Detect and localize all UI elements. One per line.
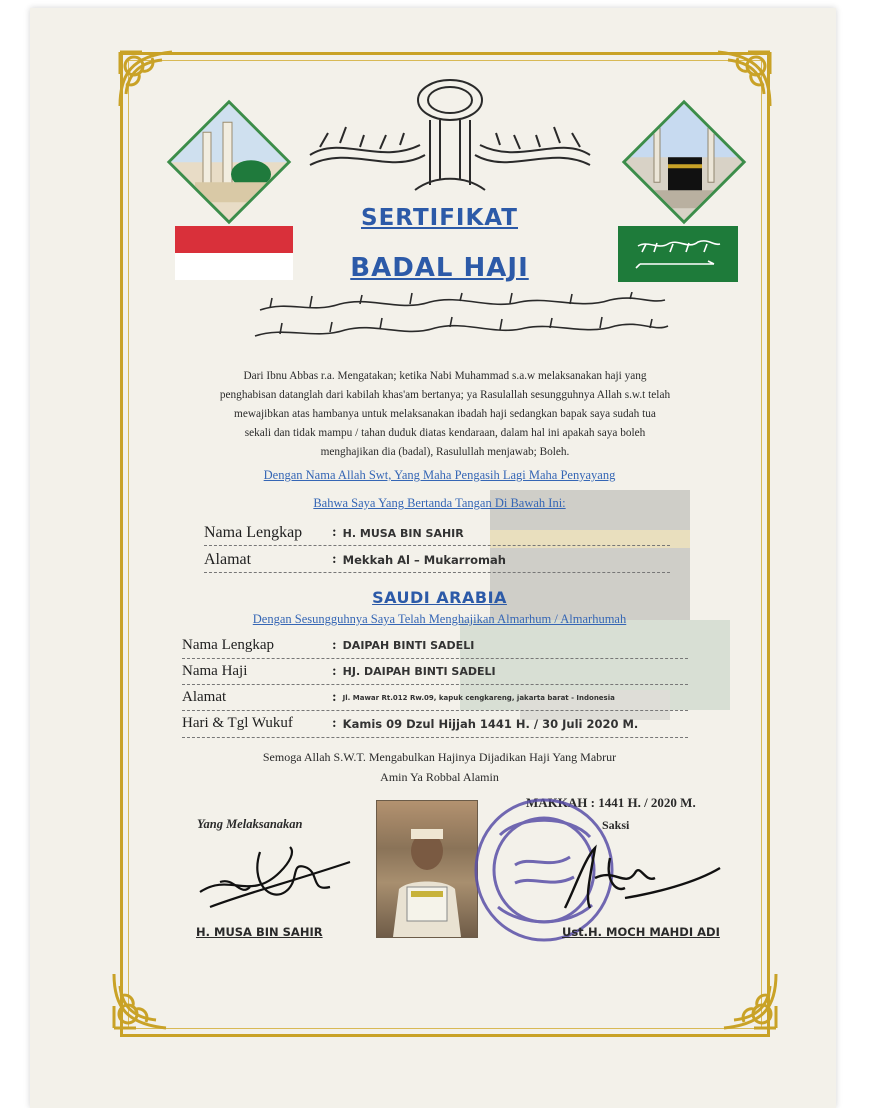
arabic-calligraphy-emblem-icon	[300, 75, 600, 200]
field-colon: :	[332, 552, 337, 567]
field-colon: :	[332, 715, 337, 731]
field-colon: :	[332, 525, 337, 540]
bismillah-line: Dengan Nama Allah Swt, Yang Maha Pengasih Lagi Maha Penyayang	[263, 468, 616, 482]
field-value: Mekkah Al – Mukarromah	[342, 553, 506, 567]
gold-corner-ornament-icon	[714, 966, 784, 1036]
arabic-hadith-calligraphy-icon	[250, 292, 670, 347]
witness-label: Saksi	[602, 818, 630, 832]
hadith-line: penghabisan datanglah dari kabilah khas'am bertanya; ya Rasulallah sesungguhnya Allah s.w.t telah	[219, 389, 671, 401]
field-label: Alamat	[182, 689, 227, 705]
dotted-divider	[182, 658, 688, 659]
dotted-divider	[204, 572, 670, 573]
gold-corner-ornament-icon	[112, 44, 182, 114]
dotted-divider	[182, 737, 688, 738]
hadith-line: mewajibkan atas hambanya untuk melaksanakan ibadah haji sedangkan bapak saya sudah tua	[234, 408, 656, 420]
gold-corner-ornament-icon	[708, 44, 778, 114]
gold-corner-ornament-icon	[106, 966, 176, 1036]
field-value: HJ. DAIPAH BINTI SADELI	[342, 665, 496, 678]
certificate-subtitle: BADAL HAJI	[350, 253, 529, 283]
certificate-title: SERTIFIKAT	[361, 205, 518, 231]
prayer-line: Amin Ya Robbal Alamin	[380, 770, 499, 784]
hadith-line: menghajikan dia (badal), Rasulullah menjawab; Boleh.	[320, 446, 570, 458]
prayer-line: Semoga Allah S.W.T. Mengabulkan Hajinya Dijadikan Haji Yang Mabrur	[262, 750, 617, 764]
field-label: Nama Lengkap	[204, 524, 303, 541]
dotted-divider	[182, 684, 688, 685]
performer-label: Yang Melaksanakan	[197, 817, 303, 831]
deceased-hajj-name-row	[182, 663, 496, 680]
deceased-address-row	[182, 689, 615, 706]
dotted-divider	[204, 545, 670, 546]
signature-icon	[555, 838, 725, 918]
deceased-wukuf-row	[182, 715, 638, 732]
performer-signature-name: H. MUSA BIN SAHIR	[196, 925, 323, 939]
hadith-line: Dari Ibnu Abbas r.a. Mengatakan; ketika Nabi Muhammad s.a.w melaksanakan haji yang	[243, 370, 647, 382]
performer-country: SAUDI ARABIA	[372, 588, 507, 607]
field-label: Nama Lengkap	[182, 637, 275, 653]
place-date: MAKKAH : 1441 H. / 2020 M.	[526, 795, 696, 810]
performer-photo	[376, 800, 478, 938]
field-colon: :	[332, 663, 337, 679]
field-label: Hari & Tgl Wukuf	[182, 715, 293, 731]
undersigned-line: Bahwa Saya Yang Bertanda Tangan Di Bawah Ini:	[313, 496, 566, 510]
field-colon: :	[332, 637, 337, 653]
declaration-line: Dengan Sesungguhnya Saya Telah Menghajikan Almarhum / Almarhumah	[252, 612, 627, 626]
dotted-divider	[182, 710, 688, 711]
field-value: Jl. Mawar Rt.012 Rw.09, kapuk cengkareng, jakarta barat - Indonesia	[342, 693, 615, 702]
field-colon: :	[332, 689, 337, 705]
field-label: Nama Haji	[182, 663, 248, 679]
performer-name-row	[204, 524, 464, 542]
field-label: Alamat	[204, 551, 252, 568]
field-value: DAIPAH BINTI SADELI	[342, 639, 475, 652]
hadith-paragraph	[210, 367, 680, 462]
witness-signature-name: Ust.H. MOCH MAHDI ADI	[562, 925, 720, 939]
deceased-name-row	[182, 637, 474, 654]
field-value: Kamis 09 Dzul Hijjah 1441 H. / 30 Juli 2020 M.	[342, 716, 639, 731]
performer-address-row	[204, 551, 506, 569]
hadith-line: sekali dan tidak mampu / tahan duduk diatas kendaraan, dalam hal ini apakah saya boleh	[244, 427, 646, 439]
signature-icon	[190, 832, 360, 922]
field-value: H. MUSA BIN SAHIR	[342, 526, 464, 540]
